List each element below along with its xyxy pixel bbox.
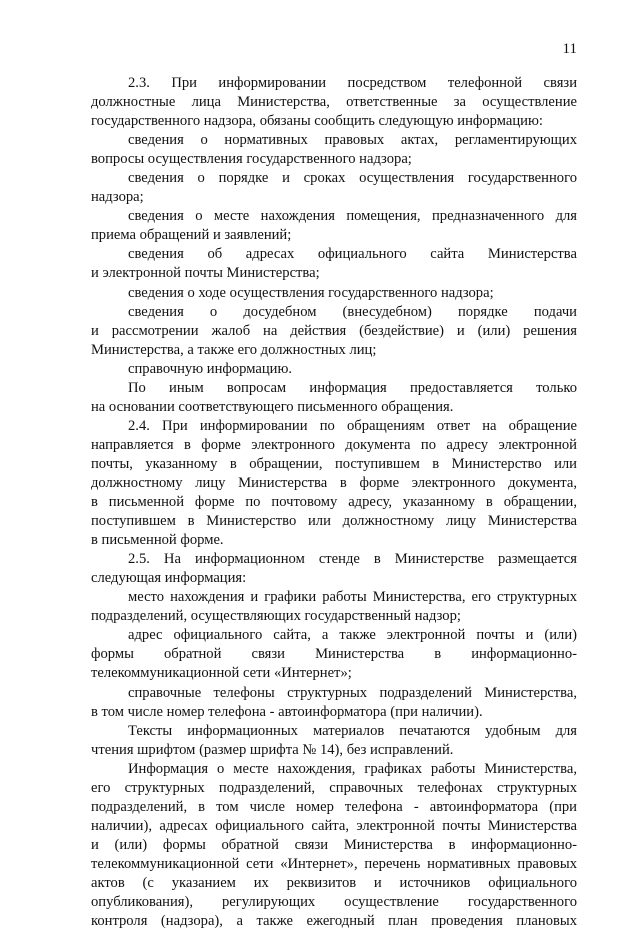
text-line: наличии), адресах официального сайта, электронной почты Министерства xyxy=(91,817,577,834)
text-line: государственного надзора, обязаны сообщить следующую информацию: xyxy=(91,113,543,130)
text-line: сведения о досудебном (внесудебном) порядке подачи xyxy=(128,303,577,320)
text-line: в том числе номер телефона - автоинформатора (при наличии). xyxy=(91,703,483,720)
text-line: актов (с указанием их реквизитов и источников официального xyxy=(91,874,577,891)
text-line: подразделений, осуществляющих государственный надзор; xyxy=(91,608,461,625)
text-line: сведения о нормативных правовых актах, регламентирующих xyxy=(128,132,577,149)
text-line: в письменной форме. xyxy=(91,532,224,549)
page-number: 11 xyxy=(562,41,577,57)
text-line: справочные телефоны структурных подразделений Министерства, xyxy=(128,684,577,701)
text-line: приема обращений и заявлений; xyxy=(91,227,292,244)
text-line: и (или) формы обратной связи Министерства в информационно- xyxy=(91,836,577,853)
text-line: должностные лица Министерства, ответственные за осуществление xyxy=(91,94,577,111)
text-line: сведения о порядке и сроках осуществления государственного xyxy=(128,170,577,187)
text-line: 2.4. При информировании по обращениям ответ на обращение xyxy=(128,417,577,434)
text-line: телекоммуникационной сети «Интернет», перечень нормативных правовых xyxy=(91,855,577,872)
text-line: 2.5. На информационном стенде в Министерстве размещается xyxy=(128,551,577,568)
text-line: контроля (надзора), а также ежегодный план проведения плановых xyxy=(91,913,577,930)
text-line: опубликования), регулирующих осуществление государственного xyxy=(91,894,577,911)
text-line: Министерства, а также его должностных лиц; xyxy=(91,341,377,358)
text-line: вопросы осуществления государственного надзора; xyxy=(91,151,412,168)
text-line: телекоммуникационной сети «Интернет»; xyxy=(91,665,352,682)
text-line: на основании соответствующего письменного обращения. xyxy=(91,398,454,415)
text-line: место нахождения и графики работы Министерства, его структурных xyxy=(128,589,577,606)
body-text xyxy=(91,74,577,931)
text-line: чтения шрифтом (размер шрифта № 14), без исправлений. xyxy=(91,741,454,758)
text-line: и рассмотрении жалоб на действия (бездействие) и (или) решения xyxy=(91,322,577,339)
text-line: формы обратной связи Министерства в информационно- xyxy=(91,646,577,663)
text-line: 2.3. При информировании посредством телефонной связи xyxy=(128,75,577,91)
text-line: сведения об адресах официального сайта Министерства xyxy=(128,246,577,263)
text-line: и электронной почты Министерства; xyxy=(91,265,320,282)
text-line: должностному лицу Министерства в форме электронного документа, xyxy=(91,474,577,491)
text-line: По иным вопросам информация предоставляется только xyxy=(128,379,577,396)
text-line: в письменной форме по почтовому адресу, указанному в обращении, xyxy=(91,494,577,511)
text-line: поступившем в Министерство или должностному лицу Министерства xyxy=(91,513,577,530)
text-line: сведения о ходе осуществления государственного надзора; xyxy=(128,284,494,301)
text-line: подразделений, в том числе номер телефона - автоинформатора (при xyxy=(91,798,577,815)
text-line: справочную информацию. xyxy=(128,360,293,377)
text-line: сведения о месте нахождения помещения, предназначенного для xyxy=(128,208,577,225)
text-line: его структурных подразделений, справочных телефонах структурных xyxy=(91,779,577,796)
text-line: направляется в форме электронного документа по адресу электронной xyxy=(91,436,577,453)
text-line: Информация о месте нахождения, графиках работы Министерства, xyxy=(128,760,577,777)
text-line: адрес официального сайта, а также электронной почты и (или) xyxy=(128,627,577,644)
text-line: следующая информация: xyxy=(91,570,247,587)
text-line: Тексты информационных материалов печатаются удобным для xyxy=(128,722,577,739)
text-line: надзора; xyxy=(91,189,144,206)
text-line: почты, указанному в обращении, поступившем в Министерство или xyxy=(91,455,577,472)
